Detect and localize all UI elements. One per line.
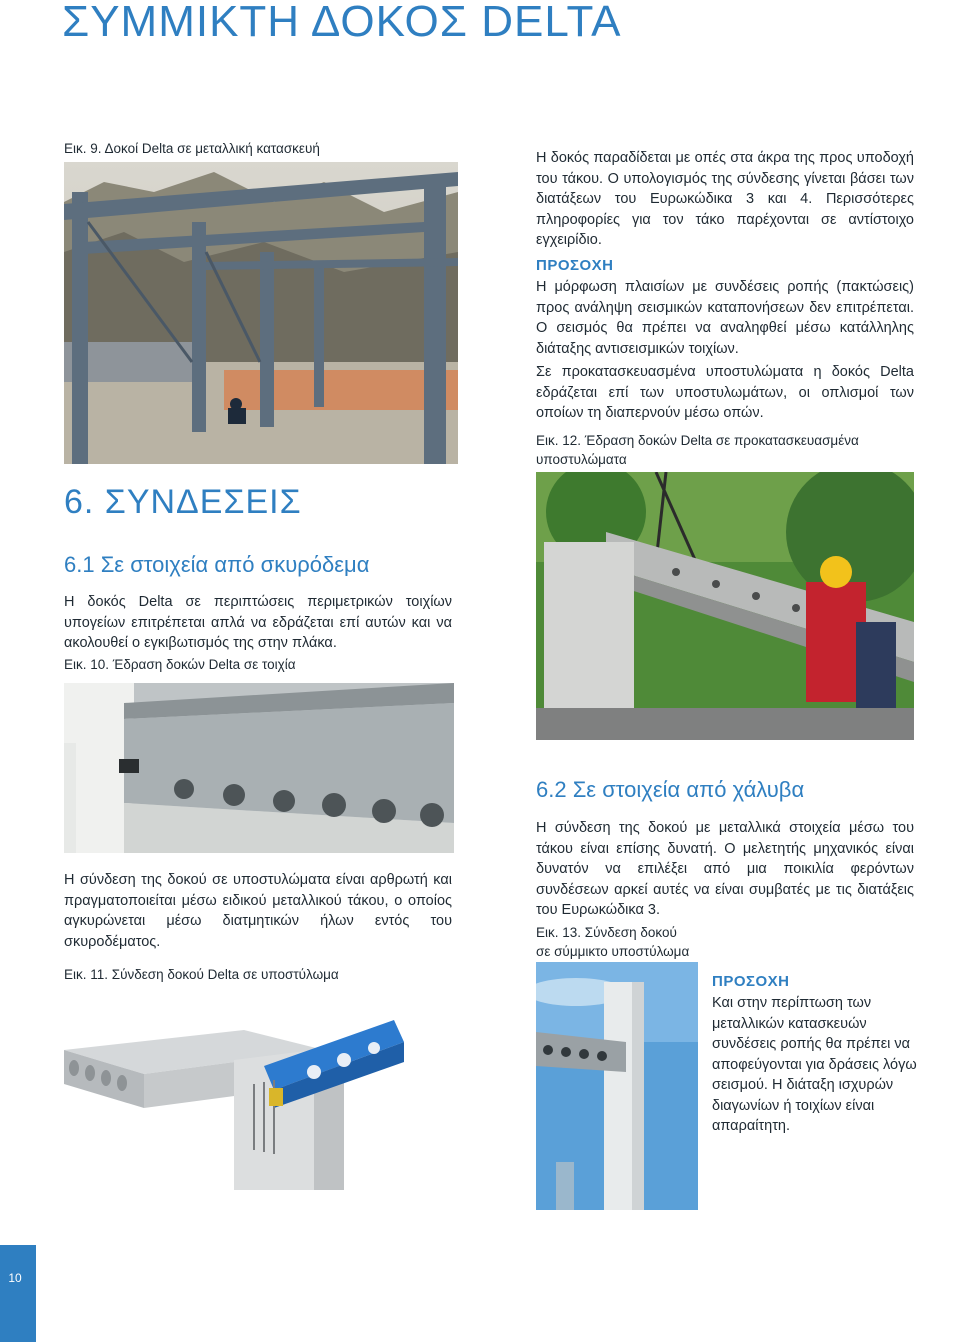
fig9-caption: Εικ. 9. Δοκοί Delta σε μεταλλική κατασκευή <box>64 141 320 156</box>
subsection-6-1-heading: 6.1 Σε στοιχεία από σκυρόδεμα <box>64 552 370 577</box>
warning-text-2: Και στην περίπτωση των μεταλλικών κατασκευών συνδέσεις ροπής θα πρέπει να αποφεύγονται για δράσεις λόγω σεισμού. Η διάταξη ισχυρών διαγωνίων ή τοιχίων είναι απαραίτητη. <box>712 995 917 1134</box>
right-paragraph-2: Σε προκατασκευασμένα υποστυλώματα η δοκός Delta εδράζεται επί των υποστυλωμάτων, οι οπλισμοί των οποίων τη διαπερνούν μέσω οπών. <box>536 364 914 421</box>
page-number-tab <box>0 1245 36 1342</box>
warning-title-1: ΠΡΟΣΟΧΗ <box>536 257 614 274</box>
subsection-6-2-paragraph: Η σύνδεση της δοκού με μεταλλικά στοιχεία μέσω του τάκου είναι επίσης δυνατή. Ο μελετητής μηχανικός είναι δυνατόν να επιλέξει από μια ποικιλία φερόντων συνδέσεων αρκεί αυτές να είναι συμβατές με τις διατάξεις του Ευρωκώδικα 3. <box>536 820 914 918</box>
subsection-6-2-heading: 6.2 Σε στοιχεία από χάλυβα <box>536 777 805 802</box>
fig12-caption-line1: Εικ. 12. Έδραση δοκών Delta σε προκατασκευασμένα <box>536 433 859 448</box>
subsection-6-1-paragraph-2: Η σύνδεση της δοκού σε υποστυλώματα είναι αρθρωτή και πραγματοποιείται μέσω ειδικού μεταλλικού τάκου, ο οποίος αγκυρώνεται μέσω διατμητικών ήλων εντός του σκυροδέματος. <box>64 872 452 950</box>
warning-text-1: Η μόρφωση πλαισίων με συνδέσεις ροπής (πακτώσεις) προς ανάληψη σεισμικών καταπονήσεων δεν επιτρέπεται. Ο σεισμός θα πρέπει να αναληφθεί μέσω κατάλληλης διάταξης αντισεισμικών τοιχίων. <box>536 279 914 357</box>
fig13-caption-line2: σε σύμμικτο υποστύλωμα <box>536 944 690 959</box>
fig11-drawing-column-connection <box>64 990 454 1190</box>
fig10-photo-beam-on-wall <box>64 683 454 853</box>
fig13-photo-composite-column <box>536 962 698 1210</box>
section-6-heading: 6. ΣΥΝΔΕΣΕΙΣ <box>64 483 302 521</box>
page-number: 10 <box>8 1271 22 1285</box>
fig9-photo-steel-structure <box>64 162 458 464</box>
fig10-caption: Εικ. 10. Έδραση δοκών Delta σε τοιχία <box>64 657 296 672</box>
fig12-photo-beam-lifting <box>536 472 914 740</box>
fig12-caption-line2: υποστυλώματα <box>536 452 627 467</box>
right-paragraph-1: Η δοκός παραδίδεται με οπές στα άκρα της προς υποδοχή του τάκου. Ο υπολογισμός της σύνδεσης γίνεται βάσει των διατάξεων του Ευρωκώδικα 3 και 4. Περισσότερες πληροφορίες για τον τάκο παρέχονται σε αντίστοιχο εγχειρίδιο. <box>536 150 914 248</box>
subsection-6-1-paragraph: Η δοκός Delta σε περιπτώσεις περιμετρικών τοιχίων υπογείων επιτρέπεται απλά να εδράζεται επί αυτών και να ακολουθεί ο εγκιβωτισμός της στην πλάκα. <box>64 594 452 651</box>
fig13-caption-line1: Εικ. 13. Σύνδεση δοκού <box>536 925 677 940</box>
page-title: ΣΥΜΜΙΚΤΗ ΔΟΚΟΣ DELTA <box>62 0 622 46</box>
warning-title-2: ΠΡΟΣΟΧΗ <box>712 973 790 990</box>
fig11-caption: Εικ. 11. Σύνδεση δοκού Delta σε υποστύλωμα <box>64 967 339 982</box>
